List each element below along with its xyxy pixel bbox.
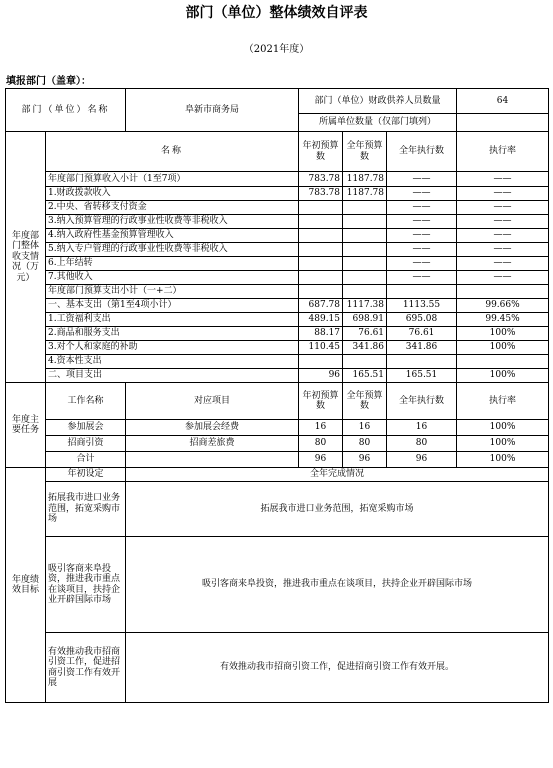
income-row-rate: ——: [457, 187, 549, 201]
task-row-name: 合计: [46, 452, 126, 468]
sub-unit-value: [457, 114, 549, 132]
income-row-exec: ——: [387, 201, 457, 215]
task-row: [6, 420, 549, 436]
income-row: [6, 215, 549, 229]
income-row-rate: ——: [457, 215, 549, 229]
income-row-name: 7.其他收入: [46, 271, 299, 285]
reporting-unit-label: 填报部门（盖章）：: [6, 76, 91, 87]
task-row-full: 16: [343, 420, 387, 436]
income-row-exec: ——: [387, 243, 457, 257]
task-row-rate: 100%: [457, 452, 549, 468]
goals-category-label: 年度绩效目标: [6, 468, 46, 703]
income-row: [6, 229, 549, 243]
tasks-header-rate: 执行率: [457, 383, 549, 420]
income-row-full: 341.86: [343, 341, 387, 355]
task-row-rate: 100%: [457, 420, 549, 436]
task-row-project: [126, 452, 299, 468]
income-row-name: 2.中央、省转移支付资金: [46, 201, 299, 215]
task-row-exec: 80: [387, 436, 457, 452]
income-row: [6, 201, 549, 215]
income-row-rate: ——: [457, 201, 549, 215]
tasks-category-label: 年度主要任务: [6, 383, 46, 468]
income-row: [6, 257, 549, 271]
goal-row-done: 吸引客商来阜投资，推进我市重点在谈项目，扶持企业开辟国际市场: [126, 537, 549, 633]
income-row: [6, 285, 549, 299]
goal-row-set: 拓展我市进口业务范围，拓宽采购市场: [46, 482, 126, 537]
task-row: [6, 436, 549, 452]
income-row-full: [343, 257, 387, 271]
income-row-exec: ——: [387, 229, 457, 243]
income-row-full: 1187.78: [343, 172, 387, 187]
dept-name-label: 部门（单位）名称: [6, 89, 126, 132]
income-row-name: 3.对个人和家庭的补助: [46, 341, 299, 355]
income-row-rate: 100%: [457, 341, 549, 355]
goals-header-set: 年初设定: [46, 468, 126, 482]
income-header-budget: 年初预算数: [299, 132, 343, 172]
income-row-exec: 695.08: [387, 313, 457, 327]
tasks-header-row: [6, 383, 549, 420]
income-row-full: [343, 229, 387, 243]
dept-name-value: 阜新市商务局: [126, 89, 299, 132]
income-row-full: [343, 215, 387, 229]
tasks-header-budget: 年初预算数: [299, 383, 343, 420]
income-row-name: 5.纳入专户管理的行政事业性收费等非税收入: [46, 243, 299, 257]
income-row-budget: [299, 285, 343, 299]
income-row-budget: 783.78: [299, 172, 343, 187]
income-row-name: 一、基本支出（第1至4项小计）: [46, 299, 299, 313]
task-row: [6, 452, 549, 468]
income-row-rate: ——: [457, 243, 549, 257]
income-header-row: [6, 132, 549, 172]
income-row-budget: 110.45: [299, 341, 343, 355]
income-row-full: [343, 243, 387, 257]
income-row-full: 165.51: [343, 369, 387, 383]
income-row-exec: 76.61: [387, 327, 457, 341]
income-row-full: [343, 285, 387, 299]
income-row-exec: 1113.55: [387, 299, 457, 313]
task-row-name: 招商引资: [46, 436, 126, 452]
income-row-budget: 687.78: [299, 299, 343, 313]
income-row-budget: [299, 257, 343, 271]
income-row: [6, 369, 549, 383]
income-row-name: 二、项目支出: [46, 369, 299, 383]
income-row: [6, 172, 549, 187]
income-row-name: 2.商品和服务支出: [46, 327, 299, 341]
income-row-exec: 165.51: [387, 369, 457, 383]
tasks-header-name: 工作名称: [46, 383, 126, 420]
income-row-name: 6.上年结转: [46, 257, 299, 271]
income-row-exec: ——: [387, 257, 457, 271]
income-row-budget: [299, 229, 343, 243]
task-row-budget: 16: [299, 420, 343, 436]
income-row-exec: ——: [387, 172, 457, 187]
income-row: [6, 355, 549, 369]
task-row-name: 参加展会: [46, 420, 126, 436]
income-row-full: [343, 201, 387, 215]
income-category-label: 年度部门整体收支情况（万元）: [6, 132, 46, 383]
income-row-name: 3.纳入预算管理的行政事业性收费等非税收入: [46, 215, 299, 229]
task-row-exec: 16: [387, 420, 457, 436]
income-row-budget: 88.17: [299, 327, 343, 341]
page-title: 部门（单位）整体绩效自评表: [185, 5, 368, 21]
income-row-budget: 96: [299, 369, 343, 383]
income-row-exec: [387, 355, 457, 369]
income-row-budget: [299, 355, 343, 369]
income-row-exec: ——: [387, 271, 457, 285]
goal-row: [6, 537, 549, 633]
income-header-rate: 执行率: [457, 132, 549, 172]
goal-row-done: 有效推动我市招商引资工作，促进招商引资工作有效开展。: [126, 633, 549, 703]
task-row-project: 招商差旅费: [126, 436, 299, 452]
dept-row: [6, 89, 549, 114]
goal-row: [6, 633, 549, 703]
income-row-rate: [457, 285, 549, 299]
performance-table: [5, 88, 549, 703]
income-row-rate: ——: [457, 271, 549, 285]
income-row-name: 1.工资福利支出: [46, 313, 299, 327]
income-row-rate: ——: [457, 257, 549, 271]
income-row: [6, 243, 549, 257]
income-row-name: 年度部门预算支出小计（一+二）: [46, 285, 299, 299]
goals-header-row: [6, 468, 549, 482]
income-row: [6, 327, 549, 341]
income-row: [6, 341, 549, 355]
goal-row-set: 有效推动我市招商引资工作，促进招商引资工作有效开展: [46, 633, 126, 703]
income-row: [6, 299, 549, 313]
income-row: [6, 187, 549, 201]
income-row-rate: ——: [457, 229, 549, 243]
goal-row-set: 吸引客商来阜投资，推进我市重点在谈项目，扶持企业开辟国际市场: [46, 537, 126, 633]
income-header-full: 全年预算数: [343, 132, 387, 172]
income-header-exec: 全年执行数: [387, 132, 457, 172]
tasks-header-project: 对应项目: [126, 383, 299, 420]
income-row-budget: 783.78: [299, 187, 343, 201]
income-row-budget: [299, 215, 343, 229]
task-row-budget: 96: [299, 452, 343, 468]
staff-count-value: 64: [457, 89, 549, 114]
sub-unit-label: 所属单位数量（仅部门填列）: [299, 114, 457, 132]
income-row-full: 698.91: [343, 313, 387, 327]
income-header-name: 名称: [46, 132, 299, 172]
task-row-full: 80: [343, 436, 387, 452]
income-row-name: 年度部门预算收入小计（1至7项）: [46, 172, 299, 187]
income-row-name: 4.资本性支出: [46, 355, 299, 369]
income-row-rate: 100%: [457, 327, 549, 341]
income-row-budget: [299, 201, 343, 215]
income-row-rate: [457, 355, 549, 369]
income-row: [6, 271, 549, 285]
income-row-rate: 99.45%: [457, 313, 549, 327]
income-row-budget: [299, 243, 343, 257]
report-year: （2021年度）: [243, 44, 310, 55]
task-row-budget: 80: [299, 436, 343, 452]
task-row-project: 参加展会经费: [126, 420, 299, 436]
income-row-full: 1117.38: [343, 299, 387, 313]
income-row-exec: ——: [387, 215, 457, 229]
goals-header-done: 全年完成情况: [126, 468, 549, 482]
income-row-full: [343, 271, 387, 285]
income-row-full: 76.61: [343, 327, 387, 341]
income-row-rate: 99.66%: [457, 299, 549, 313]
staff-count-label: 部门（单位）财政供养人员数量: [299, 89, 457, 114]
goal-row-done: 拓展我市进口业务范围，拓宽采购市场: [126, 482, 549, 537]
income-row-rate: 100%: [457, 369, 549, 383]
income-row-rate: ——: [457, 172, 549, 187]
task-row-full: 96: [343, 452, 387, 468]
task-row-exec: 96: [387, 452, 457, 468]
income-row-budget: 489.15: [299, 313, 343, 327]
income-row: [6, 313, 549, 327]
tasks-header-full: 全年预算数: [343, 383, 387, 420]
tasks-header-exec: 全年执行数: [387, 383, 457, 420]
income-row-full: [343, 355, 387, 369]
income-row-exec: 341.86: [387, 341, 457, 355]
income-row-exec: [387, 285, 457, 299]
income-row-name: 1.财政拨款收入: [46, 187, 299, 201]
income-row-budget: [299, 271, 343, 285]
goal-row: [6, 482, 549, 537]
income-row-exec: ——: [387, 187, 457, 201]
task-row-rate: 100%: [457, 436, 549, 452]
income-row-full: 1187.78: [343, 187, 387, 201]
income-row-name: 4.纳入政府性基金预算管理收入: [46, 229, 299, 243]
